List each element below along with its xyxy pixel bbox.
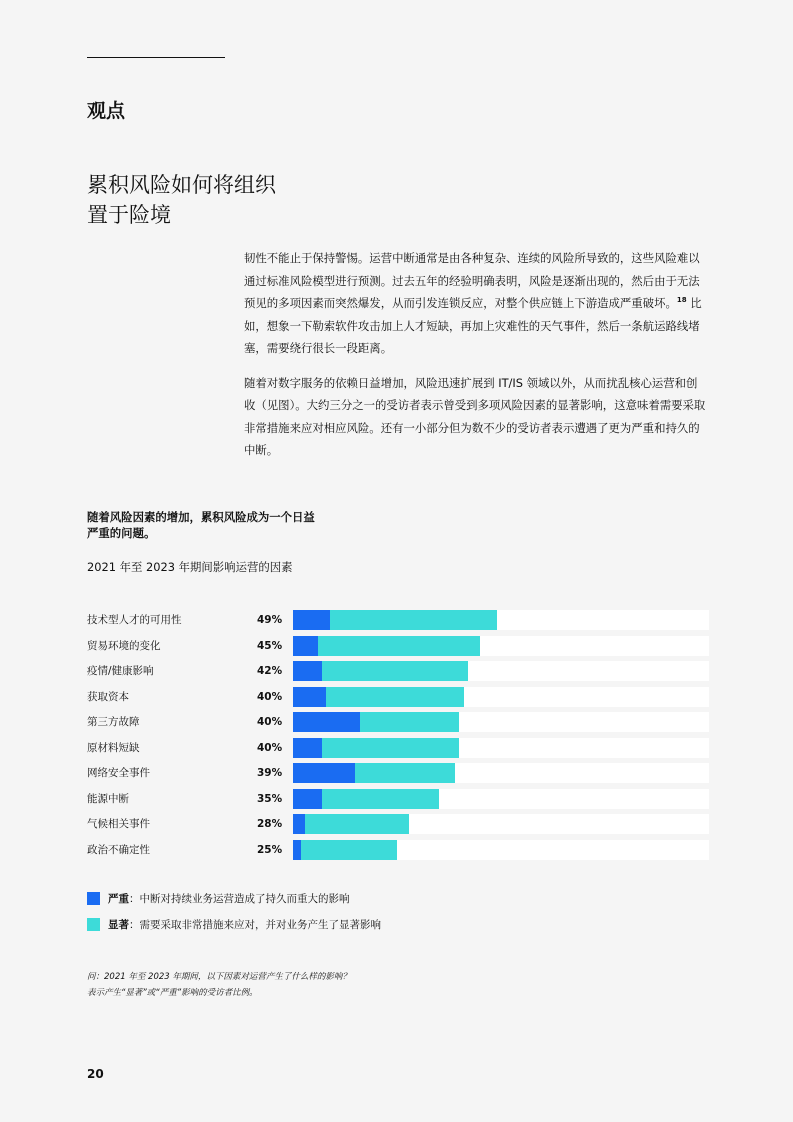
- bar-track: [293, 636, 709, 656]
- section-label: 观点: [87, 100, 126, 122]
- bar-track: [293, 789, 709, 809]
- bar-segment-severe: [293, 687, 326, 707]
- bar-segment-significant: [360, 712, 460, 732]
- bar-track: [293, 738, 709, 758]
- paragraph-1: [244, 247, 706, 360]
- bar-segment-significant: [326, 687, 463, 707]
- category-label: 技术型人才的可用性: [87, 614, 182, 626]
- total-percent-label: 35%: [257, 792, 283, 805]
- total-percent-label: 28%: [257, 818, 283, 830]
- legend-item-significant: [87, 918, 381, 944]
- bar-segment-severe: [293, 840, 301, 860]
- bar-segment-significant: [318, 636, 480, 656]
- bar-track: [293, 814, 709, 834]
- category-label: 政治不确定性: [87, 843, 150, 856]
- total-percent-label: 49%: [257, 614, 283, 626]
- chart-row: [87, 814, 709, 840]
- legend-desc-severe: ：中断对持续业务运营造成了持久而重大的影响: [129, 893, 350, 905]
- category-label: 能源中断: [87, 792, 129, 805]
- chart-row: [87, 636, 709, 662]
- total-percent-label: 45%: [257, 639, 283, 652]
- bar-segment-severe: [293, 661, 322, 681]
- bar-segment-severe: [293, 763, 355, 783]
- bar-segment-significant: [301, 840, 397, 860]
- chart-row: [87, 840, 709, 866]
- legend-name-significant: 显著: [108, 919, 129, 931]
- bar-track: [293, 610, 709, 630]
- footnote-question: 问：2021 年至 2023 年期间，以下因素对运营产生了什么样的影响？: [87, 972, 351, 982]
- top-rule: [87, 57, 225, 58]
- total-percent-label: 42%: [257, 665, 283, 677]
- chart-row: [87, 763, 709, 789]
- bar-segment-significant: [330, 610, 496, 630]
- category-label: 原材料短缺: [87, 741, 140, 754]
- chart-row: [87, 712, 709, 738]
- chart-title-line-1: 随着风险因素的增加，累积风险成为一个日益: [87, 510, 315, 524]
- category-label: 气候相关事件: [87, 818, 150, 830]
- bar-segment-significant: [355, 763, 455, 783]
- footnote: [87, 969, 351, 1001]
- bar-track: [293, 661, 709, 681]
- footnote-note: 表示产生“显著”或“严重”影响的受访者比例。: [87, 988, 258, 998]
- category-label: 网络安全事件: [87, 767, 150, 779]
- bar-segment-significant: [305, 814, 409, 834]
- bar-segment-severe: [293, 636, 318, 656]
- category-label: 贸易环境的变化: [87, 639, 161, 652]
- bar-track: [293, 712, 709, 732]
- total-percent-label: 25%: [257, 843, 283, 856]
- chart-subtitle: 2021 年至 2023 年期间影响运营的因素: [87, 560, 293, 574]
- bar-segment-severe: [293, 789, 322, 809]
- chart-title-line-2: 严重的问题。: [87, 526, 156, 540]
- body-text: [244, 247, 706, 474]
- chart-row: [87, 687, 709, 713]
- legend-desc-significant: ：需要采取非常措施来应对，并对业务产生了显著影响: [129, 919, 381, 931]
- reference-superscript: 18: [676, 296, 687, 305]
- bar-segment-severe: [293, 814, 305, 834]
- bar-segment-severe: [293, 738, 322, 758]
- paragraph-1-continuation: 比如，想象一下勒索软件攻击加上人才短缺，再加上灾难性的天气事件，然后一条航运路线堵塞，需要绕行很长一段距离。: [244, 296, 702, 355]
- chart-row: [87, 661, 709, 687]
- total-percent-label: 40%: [257, 741, 283, 754]
- legend-swatch-severe: [87, 892, 100, 905]
- chart-title: [87, 509, 315, 541]
- category-label: 获取资本: [87, 690, 129, 703]
- article-title: [87, 170, 276, 230]
- paragraph-2: 随着对数字服务的依赖日益增加，风险迅速扩展到 IT/IS 领域以外，从而扰乱核心运营和创收（见图）。大约三分之一的受访者表示曾受到多项风险因素的显著影响，这意味着需要采取非常措施来应对相应风险。还有一小部分但为数不少的受访者表示遭遇了更为严重和持久的中断。: [244, 375, 706, 457]
- legend-swatch-significant: [87, 918, 100, 931]
- chart-row: [87, 738, 709, 764]
- bar-track: [293, 687, 709, 707]
- paragraph-1-text: 韧性不能止于保持警惕。运营中断通常是由各种复杂、连续的风险所导致的，这些风险难以通过标准风险模型进行预测。过去五年的经验明确表明，风险是逐渐出现的，然后由于无法预见的多项因素而突然爆发，从而引发连锁反应，对整个供应链上下游造成严重破坏。: [244, 251, 700, 310]
- total-percent-label: 39%: [257, 767, 283, 779]
- total-percent-label: 40%: [257, 690, 283, 703]
- article-title-line-1: 累积风险如何将组织: [87, 173, 276, 197]
- chart-legend: [87, 892, 381, 944]
- bar-segment-significant: [322, 789, 438, 809]
- chart-row: [87, 610, 709, 636]
- chart-row: [87, 789, 709, 815]
- category-label: 第三方故障: [87, 716, 140, 728]
- bar-chart: [87, 610, 709, 865]
- bar-segment-significant: [322, 661, 468, 681]
- bar-segment-significant: [322, 738, 459, 758]
- category-label: 疫情/健康影响: [87, 665, 154, 677]
- bar-segment-severe: [293, 712, 360, 732]
- legend-item-severe: [87, 892, 381, 918]
- total-percent-label: 40%: [257, 716, 283, 728]
- bar-track: [293, 763, 709, 783]
- bar-segment-severe: [293, 610, 330, 630]
- legend-name-severe: 严重: [108, 893, 129, 905]
- bar-track: [293, 840, 709, 860]
- article-title-line-2: 置于险境: [87, 203, 171, 227]
- page-number: 20: [87, 1067, 104, 1081]
